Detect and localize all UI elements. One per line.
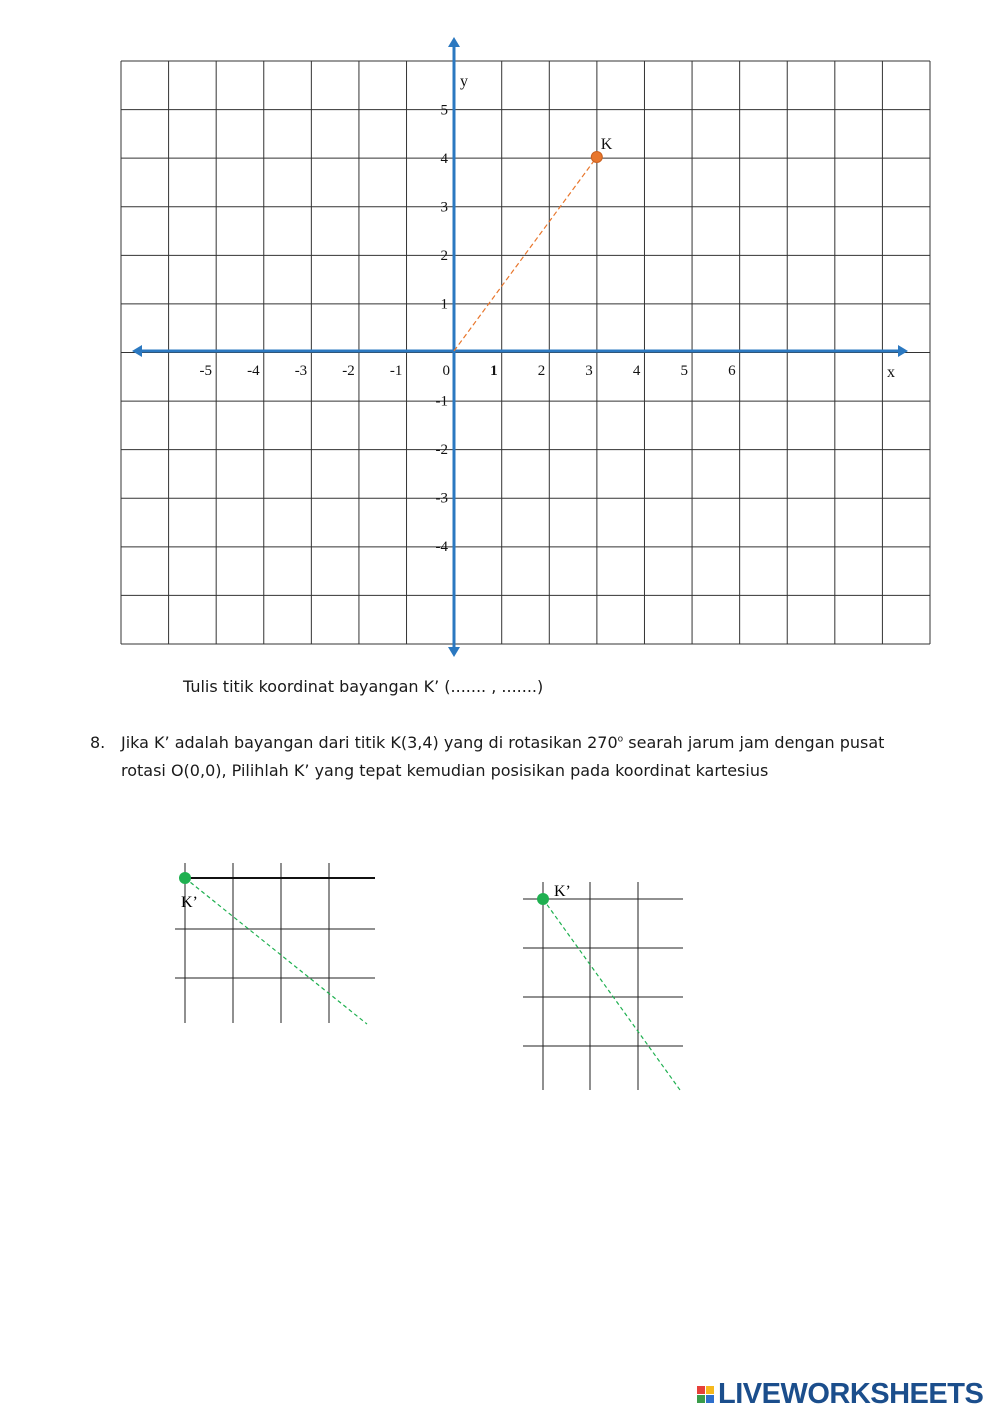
point-k bbox=[591, 152, 602, 163]
logo-icon bbox=[697, 1386, 714, 1403]
x-tick-label: -2 bbox=[342, 363, 355, 379]
logo-text: LIVEWORKSHEETS bbox=[718, 1377, 984, 1410]
logo-block-blue bbox=[706, 1395, 714, 1403]
y-axis-arrow-up bbox=[448, 37, 460, 47]
answer-prompt: Tulis titik koordinat bayangan K’ (....... , .......) bbox=[183, 677, 544, 696]
x-tick-label: 4 bbox=[632, 363, 641, 379]
point-k-label: K bbox=[600, 136, 613, 153]
choice-b-draggable[interactable] bbox=[515, 870, 695, 1100]
choice-a-grid bbox=[170, 855, 385, 1030]
axes bbox=[132, 37, 908, 657]
choice-b-point bbox=[537, 893, 549, 905]
logo-block-green bbox=[697, 1395, 705, 1403]
degree-sign: o bbox=[617, 734, 624, 745]
question-line-1-text: Jika K’ adalah bayangan dari titik K(3,4) yang di rotasikan 270 bbox=[121, 733, 618, 752]
y-tick-label: 1 bbox=[440, 296, 448, 313]
y-tick-label: -1 bbox=[435, 393, 448, 410]
y-tick-label: -2 bbox=[435, 442, 448, 458]
tick-labels bbox=[200, 73, 896, 555]
choice-b-dashed-line bbox=[543, 899, 680, 1090]
choice-a-dashed-line bbox=[185, 878, 367, 1024]
x-tick-label: -3 bbox=[294, 363, 308, 379]
x-axis-arrow-right bbox=[898, 345, 908, 357]
y-tick-label: 2 bbox=[440, 248, 448, 264]
choice-b-grid bbox=[515, 870, 695, 1100]
question-number: 8. bbox=[90, 733, 106, 752]
x-tick-label: -4 bbox=[247, 363, 260, 379]
y-tick-label: 5 bbox=[440, 102, 448, 119]
y-tick-label: 4 bbox=[440, 151, 448, 167]
x-axis-arrow-left bbox=[132, 345, 142, 357]
logo-block-red bbox=[697, 1386, 705, 1394]
y-axis-label: y bbox=[460, 73, 468, 90]
question-line-1 bbox=[121, 733, 884, 752]
choice-a-point bbox=[179, 872, 191, 884]
x-tick-label: -5 bbox=[199, 363, 212, 379]
question-line-1-rest: searah jarum jam dengan pusat bbox=[623, 733, 885, 752]
y-axis-arrow-down bbox=[448, 647, 460, 657]
choice-b-label: K’ bbox=[554, 883, 571, 900]
x-tick-label: 5 bbox=[680, 363, 688, 379]
chart-marks bbox=[454, 136, 613, 351]
x-tick-label: -1 bbox=[389, 363, 403, 379]
y-tick-label: -3 bbox=[435, 490, 448, 507]
x-tick-label: 6 bbox=[728, 363, 736, 379]
choice-a-label: K’ bbox=[181, 894, 198, 911]
logo-block-yellow bbox=[706, 1386, 714, 1394]
x-axis-label: x bbox=[887, 364, 895, 381]
choice-a-draggable[interactable] bbox=[170, 855, 385, 1030]
x-tick-label: 3 bbox=[585, 363, 593, 379]
y-tick-label: 3 bbox=[440, 199, 448, 216]
x-tick-label: 1 bbox=[490, 363, 498, 379]
x-tick-label: 0 bbox=[442, 363, 450, 379]
liveworksheets-logo bbox=[697, 1377, 983, 1411]
y-tick-label: -4 bbox=[435, 539, 448, 555]
question-line-2: rotasi O(0,0), Pilihlah K’ yang tepat kemudian posisikan pada koordinat kartesius bbox=[121, 761, 769, 780]
dashed-line-origin-to-k bbox=[454, 157, 597, 351]
x-tick-label: 2 bbox=[537, 363, 546, 379]
coordinate-plane bbox=[0, 0, 1000, 665]
